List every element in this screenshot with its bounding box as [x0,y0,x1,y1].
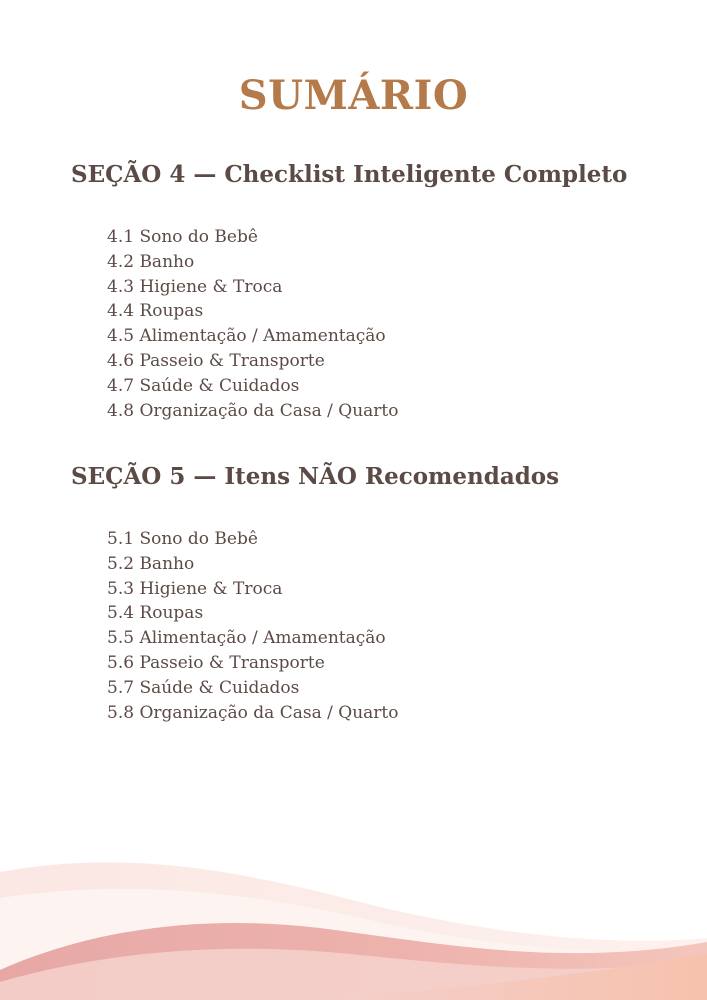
toc-item: 5.8 Organização da Casa / Quarto [107,702,399,723]
section-5 [71,460,671,723]
toc-item: 5.5 Alimentação / Amamentação [107,628,386,649]
toc-item: 4.3 Higiene & Troca [107,276,283,297]
toc-item: 4.2 Banho [107,251,195,272]
section-heading: SEÇÃO 5 — Itens NÃO Recomendados [71,463,560,490]
section-items [107,225,398,423]
decorative-wave [0,850,707,1000]
toc-item: 5.3 Higiene & Troca [107,578,283,599]
toc-item: 5.4 Roupas [107,603,204,624]
toc-item: 4.7 Saúde & Cuidados [107,375,300,396]
toc-item: 4.6 Passeio & Transporte [107,350,325,371]
page-title: SUMÁRIO [238,72,469,119]
toc-item: 5.2 Banho [107,553,195,574]
section-4 [71,158,671,421]
toc-item: 4.5 Alimentação / Amamentação [107,326,386,347]
toc-item: 4.8 Organização da Casa / Quarto [107,400,399,421]
toc-item: 5.1 Sono do Bebê [107,529,258,549]
toc-item: 5.7 Saúde & Cuidados [107,677,300,698]
toc-item: 4.4 Roupas [107,301,204,322]
section-heading: SEÇÃO 4 — Checklist Inteligente Completo [71,161,628,188]
toc-item: 5.6 Passeio & Transporte [107,652,325,673]
toc-item: 4.1 Sono do Bebê [107,227,258,247]
section-items [107,527,398,725]
